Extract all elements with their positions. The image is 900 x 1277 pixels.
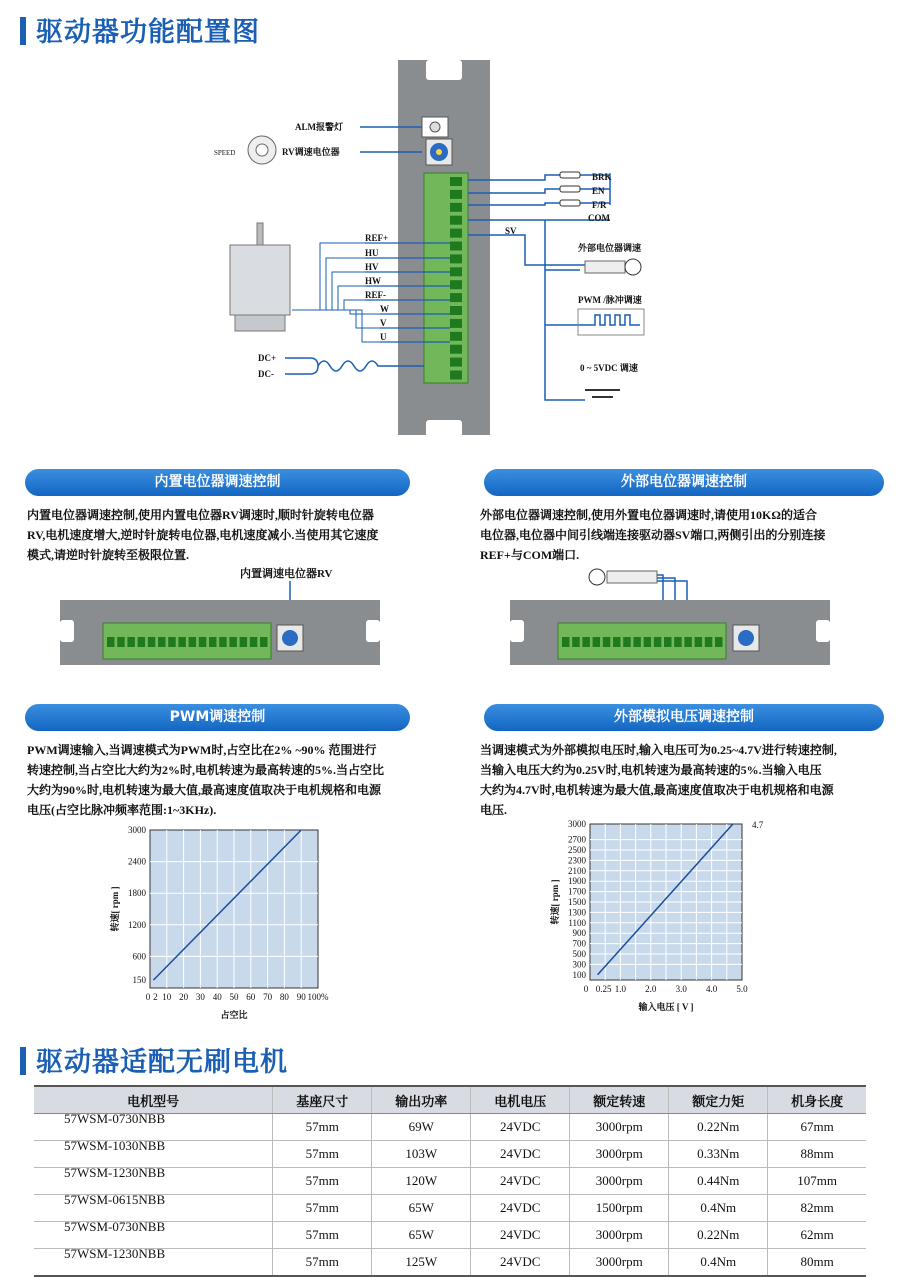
- table-header: 电机型号: [34, 1086, 273, 1114]
- terminal-slot: [593, 637, 601, 647]
- table-cell: 1500rpm: [570, 1195, 669, 1222]
- terminal-slot: [450, 242, 462, 251]
- x-tick-label: 10: [162, 992, 172, 1002]
- table-row: [34, 1249, 866, 1277]
- terminal-slot: [684, 637, 692, 647]
- x-tick-label: 50: [229, 992, 239, 1002]
- terminal-slot: [450, 345, 462, 354]
- alm-label: ALM报警灯: [295, 122, 343, 132]
- alm-led: [430, 122, 440, 132]
- terminal-slot: [250, 637, 257, 647]
- table-cell: 57mm: [273, 1168, 372, 1195]
- pwm-title: PWM调速控制: [25, 704, 410, 731]
- terminal-label-brk: BRK: [592, 172, 612, 182]
- terminal-slot: [623, 637, 631, 647]
- ext-pot-icon: [585, 261, 625, 273]
- pwm-speed-chart: [85, 818, 345, 1028]
- table-cell: 57mm: [273, 1195, 372, 1222]
- analog-title: 外部模拟电压调速控制: [484, 704, 884, 731]
- terminal-label: REF-: [365, 290, 386, 300]
- y-tick-label: 150: [132, 975, 146, 986]
- y-tick-label: 2100: [568, 865, 586, 876]
- ext-pot-label: 外部电位器调速: [578, 243, 642, 253]
- terminal-slot: [229, 637, 237, 647]
- terminal-slot: [107, 637, 115, 647]
- pwm-wave-icon: [580, 315, 640, 325]
- table-cell: 82mm: [768, 1195, 866, 1222]
- terminal-slot: [450, 306, 462, 315]
- table-cell: 0.4Nm: [669, 1195, 768, 1222]
- table-cell: 3000rpm: [570, 1249, 669, 1277]
- speed-label: SPEED: [214, 149, 236, 157]
- table-cell: 57WSM-1230NBB: [34, 1241, 273, 1269]
- terminal-slot: [450, 280, 462, 289]
- terminal-slot: [644, 637, 652, 647]
- table-header: 基座尺寸: [273, 1086, 372, 1114]
- pwm-text: PWM调速输入,当调速模式为PWM时,占空比在2% ~90% 范围进行 转速控制,当占空比大约为2%时,电机转速为最高转速的5%.当占空比 大约为90%时,电机转速为最大值,最高速度值取决于电机规格和电源 电压(占空比脉冲频率范围:1~3KHz).: [27, 743, 385, 817]
- terminal-slot: [695, 637, 703, 647]
- table-cell: 107mm: [768, 1168, 866, 1195]
- terminal-label-sv: SV: [505, 226, 517, 236]
- y-tick-label: 2700: [568, 834, 586, 845]
- rv-label: RV调速电位器: [282, 147, 340, 157]
- table-header: 额定转速: [570, 1086, 669, 1114]
- table-cell: 0.44Nm: [669, 1168, 768, 1195]
- terminal-label-fr: F/R: [592, 200, 607, 210]
- table-cell: 62mm: [768, 1222, 866, 1249]
- terminal-slot: [450, 293, 462, 302]
- table-cell: 103W: [372, 1141, 471, 1168]
- table-cell: 57WSM-1230NBB: [34, 1160, 273, 1187]
- table-header: 电机电压: [471, 1086, 570, 1114]
- table-cell: 3000rpm: [570, 1141, 669, 1168]
- terminal-slot: [450, 190, 462, 199]
- ext-pot-knob-icon: [589, 569, 605, 585]
- x-tick-label: 60: [246, 992, 256, 1002]
- y-tick-label: 1100: [568, 917, 586, 928]
- y-tick-label: 900: [572, 928, 586, 939]
- table-cell: 0.22Nm: [669, 1222, 768, 1249]
- table-cell: 57WSM-0615NBB: [34, 1187, 273, 1214]
- internal-pot-text: 内置电位器调速控制,使用内置电位器RV调速时,顺时针旋转电位器 RV,电机速度增大,逆时针旋转电位器,电机速度减小.当使用其它速度 模式,请逆时针旋转至极限位置.: [27, 508, 379, 562]
- pwm-label: PWM /脉冲调速: [578, 295, 642, 305]
- table-cell: 24VDC: [471, 1114, 570, 1141]
- dc-plus-label: DC+: [258, 353, 277, 363]
- dc-minus-label: DC-: [258, 369, 274, 379]
- table-cell: 24VDC: [471, 1195, 570, 1222]
- table-cell: 67mm: [768, 1114, 866, 1141]
- table-header: 输出功率: [372, 1086, 471, 1114]
- vdc-label: 0 ~ 5VDC 调速: [580, 363, 638, 373]
- terminal-slot: [117, 637, 125, 647]
- x-tick-label: 80: [279, 992, 289, 1002]
- table-cell: 57WSM-0730NBB: [34, 1214, 273, 1241]
- table-cell: 65W: [372, 1195, 471, 1222]
- external-pot-title: 外部电位器调速控制: [484, 469, 884, 496]
- terminal-slot: [450, 216, 462, 225]
- y-tick-label: 2300: [568, 855, 586, 866]
- wiring-diagram: [200, 55, 670, 440]
- terminal-label: W: [380, 304, 389, 314]
- terminal-slot: [664, 637, 672, 647]
- terminal-slot: [613, 637, 621, 647]
- section-title-config: 驱动器功能配置图: [20, 10, 260, 49]
- y-tick-label: 2400: [128, 856, 146, 867]
- terminal-slot: [705, 637, 713, 647]
- terminal-label: V: [380, 318, 387, 328]
- terminal-slot: [209, 637, 217, 647]
- x-tick-label: 3.0: [675, 984, 687, 994]
- section-title-motors: 驱动器适配无刷电机: [20, 1040, 288, 1079]
- x-tick-label: 1.0: [614, 984, 627, 994]
- terminal-slot: [450, 177, 462, 186]
- terminal-slot: [199, 637, 207, 647]
- x-tick-label: 100%: [307, 992, 329, 1002]
- terminal-slot: [562, 637, 570, 647]
- terminal-slot: [715, 637, 723, 647]
- x-axis-label: 输入电压 [ V ]: [638, 1002, 694, 1012]
- terminal-slot: [189, 637, 197, 647]
- terminal-slot: [450, 319, 462, 328]
- terminal-label: REF+: [365, 233, 389, 243]
- terminal-slot: [148, 637, 156, 647]
- table-cell: 57WSM-1030NBB: [34, 1133, 273, 1160]
- terminal-label: HV: [365, 262, 379, 272]
- terminal-label: HW: [365, 276, 382, 286]
- terminal-slot: [633, 637, 641, 647]
- terminal-slot: [450, 332, 462, 341]
- table-cell: 24VDC: [471, 1222, 570, 1249]
- terminal-slot: [168, 637, 176, 647]
- table-cell: 0.4Nm: [669, 1249, 768, 1277]
- terminal-slot: [138, 637, 146, 647]
- table-cell: 24VDC: [471, 1168, 570, 1195]
- y-tick-label: 1300: [568, 907, 586, 918]
- external-pot-text: 外部电位器调速控制,使用外置电位器调速时,请使用10KΩ的适合 电位器,电位器中间引线端连接驱动器SV端口,两侧引出的分别连接 REF+与COM端口.: [480, 508, 826, 562]
- terminal-slot: [450, 358, 462, 367]
- table-cell: 3000rpm: [570, 1222, 669, 1249]
- terminal-slot: [127, 637, 134, 647]
- x-axis-label: 占空比: [220, 1010, 248, 1020]
- y-tick-label: 1700: [568, 886, 586, 897]
- table-cell: 0.22Nm: [669, 1114, 768, 1141]
- table-cell: 88mm: [768, 1141, 866, 1168]
- y-tick-label: 1500: [568, 897, 586, 907]
- x-tick-label: 0.25: [595, 984, 612, 994]
- table-cell: 57WSM-0730NBB: [34, 1106, 273, 1133]
- internal-pot-title: 内置电位器调速控制: [25, 469, 410, 496]
- chart-annotation: 4.7: [752, 820, 764, 830]
- x-tick-label: 40: [212, 992, 222, 1002]
- x-tick-label: 0: [583, 984, 589, 994]
- x-tick-label: 30: [195, 992, 205, 1002]
- terminal-slot: [240, 637, 248, 647]
- y-tick-label: 100: [572, 969, 586, 980]
- x-tick-label: 2: [153, 992, 158, 1002]
- table-cell: 24VDC: [471, 1249, 570, 1277]
- terminal-slot: [450, 254, 462, 263]
- terminal-slot: [603, 637, 611, 647]
- table-header: 机身长度: [768, 1086, 866, 1114]
- y-tick-label: 300: [572, 959, 586, 970]
- internal-rv-caption: 内置调速电位器RV: [240, 568, 333, 580]
- y-tick-label: 2500: [568, 845, 586, 855]
- x-tick-label: 0: [145, 992, 151, 1002]
- internal-pot-illustration: [55, 565, 385, 670]
- x-tick-label: 5.0: [736, 984, 748, 994]
- y-tick-label: 3000: [568, 819, 586, 829]
- terminal-slot: [654, 637, 662, 647]
- table-cell: 80mm: [768, 1249, 866, 1277]
- table-cell: 120W: [372, 1168, 471, 1195]
- terminal-slot: [219, 637, 227, 647]
- y-tick-label: 1900: [568, 876, 586, 887]
- rv-pot-icon: [282, 630, 298, 646]
- table-cell: 24VDC: [471, 1141, 570, 1168]
- terminal-label-com: COM: [588, 213, 610, 223]
- terminal-slot: [450, 203, 462, 212]
- y-tick-label: 500: [572, 949, 586, 959]
- terminal-slot: [674, 637, 682, 647]
- table-cell: 65W: [372, 1222, 471, 1249]
- table-cell: 0.33Nm: [669, 1141, 768, 1168]
- y-tick-label: 1200: [128, 919, 146, 930]
- terminal-slot: [158, 637, 166, 647]
- y-tick-label: 600: [132, 951, 146, 962]
- x-tick-label: 90: [296, 992, 306, 1002]
- terminal-slot: [572, 637, 580, 647]
- table-cell: 57mm: [273, 1141, 372, 1168]
- terminal-slot: [582, 637, 590, 647]
- table-cell: 125W: [372, 1249, 471, 1277]
- table-cell: 57mm: [273, 1114, 372, 1141]
- y-tick-label: 700: [572, 938, 586, 949]
- y-axis-label: 转速[ rpm ]: [550, 879, 560, 925]
- terminal-label: U: [380, 332, 387, 342]
- y-tick-label: 3000: [128, 825, 146, 835]
- y-tick-label: 1800: [128, 888, 146, 899]
- x-tick-label: 4.0: [705, 984, 718, 994]
- table-cell: 69W: [372, 1114, 471, 1141]
- analog-text: 当调速模式为外部模拟电压时,输入电压可为0.25~4.7V进行转速控制, 当输入电压大约为0.25V时,电机转速为最高转速的5%.当输入电压 大约为4.7V时,电机转速为最大值,最高速度值取决于电机规格和电源 电压.: [480, 743, 837, 817]
- x-tick-label: 2.0: [645, 984, 657, 994]
- terminal-slot: [450, 371, 462, 380]
- terminal-slot: [260, 637, 268, 647]
- table-header: 额定力矩: [669, 1086, 768, 1114]
- motor-spec-table: [34, 1085, 866, 1277]
- table-cell: 3000rpm: [570, 1168, 669, 1195]
- table-cell: 3000rpm: [570, 1114, 669, 1141]
- terminal-slot: [450, 229, 462, 238]
- x-tick-label: 20: [179, 992, 189, 1002]
- x-tick-label: 70: [263, 992, 273, 1002]
- external-pot-illustration: [505, 565, 835, 670]
- motor-icon: [230, 245, 290, 315]
- terminal-slot: [450, 267, 462, 276]
- table-cell: 57mm: [273, 1222, 372, 1249]
- terminal-label: HU: [365, 248, 379, 258]
- analog-speed-chart: [520, 812, 790, 1022]
- table-cell: 57mm: [273, 1249, 372, 1277]
- y-axis-label: 转速[ rpm ]: [110, 886, 120, 932]
- terminal-label-en: EN: [592, 186, 605, 196]
- terminal-slot: [178, 637, 186, 647]
